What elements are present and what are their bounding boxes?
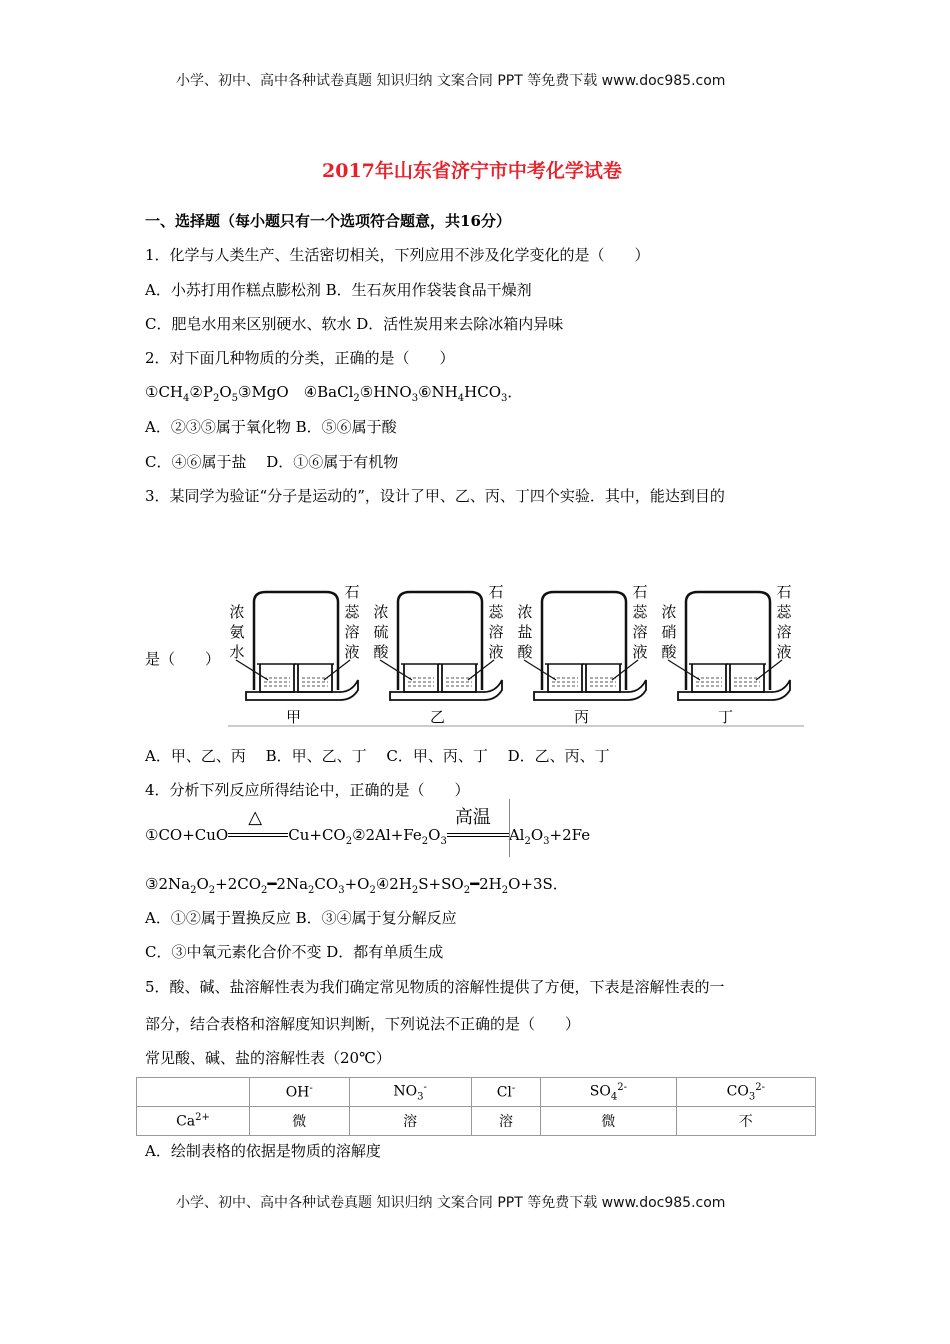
table-cell: 溶 xyxy=(471,1107,540,1136)
solubility-table xyxy=(136,1077,816,1136)
q1-stem: 1．化学与人类生产、生活密切相关，下列应用不涉及化学变化的是（ ） xyxy=(145,246,650,264)
setup-caption: 甲 xyxy=(286,708,302,726)
anion-cl: Cl- xyxy=(471,1078,540,1107)
table-cell: 微 xyxy=(250,1107,350,1136)
page-header: 小学、初中、高中各种试卷真题 知识归纳 文案合同 PPT 等免费下载 www.doc985.com xyxy=(176,73,726,89)
q3-options: A．甲、乙、丙 B．甲、乙、丁 C．甲、丙、丁 D．乙、丙、丁 xyxy=(145,747,610,765)
q5-stem-line2: 部分，结合表格和溶解度知识判断，下列说法不正确的是（ ） xyxy=(145,1015,581,1033)
table-cell: 溶 xyxy=(349,1107,471,1136)
reagent-label-right: 石 蕊 溶 液 xyxy=(344,583,360,661)
experiment-setup xyxy=(668,592,790,700)
table-header-row xyxy=(137,1078,816,1107)
q4-equation-3-4: $③2Na_2O_2+2CO_2━2Na_2CO_3+O_2④2H_2S+SO_2━2H_2O+3S$． xyxy=(145,875,568,896)
experiment-setup xyxy=(524,592,646,700)
experiment-setup xyxy=(380,592,502,700)
setup-caption: 乙 xyxy=(430,708,446,726)
experiment-setup xyxy=(236,592,358,700)
anion-no3: $NO_3^-$ xyxy=(349,1078,471,1107)
heat-condition: △ xyxy=(248,807,263,828)
glass-plate xyxy=(390,680,502,700)
glass-plate xyxy=(678,680,790,700)
q4-options-ab: A．①②属于置换反应 B．③④属于复分解反应 xyxy=(145,909,457,927)
pointer-line xyxy=(668,660,700,680)
q5-stem-line1: 5．酸、碱、盐溶解性表为我们确定常见物质的溶解性提供了方便，下表是溶解性表的一 xyxy=(145,978,725,996)
anion-so4: $SO_4^{2-}$ xyxy=(541,1078,676,1107)
q3-experiment-figure xyxy=(228,580,804,730)
anion-oh: OH- xyxy=(250,1078,350,1107)
q1-options-cd: C．肥皂水用来区别硬水、软水 D．活性炭用来去除冰箱内异味 xyxy=(145,315,564,333)
q2-options-ab: A．②③⑤属于氧化物 B．⑤⑥属于酸 xyxy=(145,418,397,436)
anion-co3: $CO_3^{2-}$ xyxy=(676,1078,815,1107)
high-temp-condition: 高温 xyxy=(454,807,491,828)
table-cell: 不 xyxy=(676,1107,815,1136)
cation-ca: $Ca^{2+}$ xyxy=(137,1107,250,1136)
pointer-line xyxy=(236,660,268,680)
q3-stem: 3．某同学为验证“分子是运动的”，设计了甲、乙、丙、丁四个实验．其中，能达到目的 xyxy=(145,487,725,505)
page-title: 2017年山东省济宁市中考化学试卷 xyxy=(322,160,622,182)
q4-stem: 4．分析下列反应所得结论中，正确的是（ ） xyxy=(145,781,470,799)
table-cell: 微 xyxy=(541,1107,676,1136)
bell-jar xyxy=(542,592,626,690)
bell-jar xyxy=(686,592,770,690)
q3-stem-tail: 是（ ） xyxy=(145,650,221,668)
table-corner-cell xyxy=(137,1078,250,1107)
q2-stem: 2．对下面几种物质的分类，正确的是（ ） xyxy=(145,349,455,367)
q4-equation-1-2: ①CO+CuO △ $Cu+CO_2②2Al+Fe_2O_3$ 高温 $Al_2O_3+2Fe$ xyxy=(145,826,590,847)
reagent-label-left: 浓 氨 水 xyxy=(229,603,245,661)
q2-substances: $①CH_4②P_2O_5③MgO$ $④BaCl_2⑤HNO_3⑥NH_4HCO_3$． xyxy=(145,383,523,404)
table-row xyxy=(137,1107,816,1136)
reagent-label-right: 石 蕊 溶 液 xyxy=(632,583,648,661)
setup-caption: 丁 xyxy=(718,708,734,726)
pointer-line xyxy=(380,660,412,680)
bell-jar xyxy=(254,592,338,690)
q1-options-ab: A．小苏打用作糕点膨松剂 B．生石灰用作袋装食品干燥剂 xyxy=(145,281,532,299)
q5-option-a: A．绘制表格的依据是物质的溶解度 xyxy=(145,1142,381,1160)
q5-table-title: 常见酸、碱、盐的溶解性表（20℃） xyxy=(145,1049,391,1067)
q2-options-cd: C．④⑥属于盐 D．①⑥属于有机物 xyxy=(145,453,399,471)
setup-caption: 丙 xyxy=(574,708,590,726)
reagent-label-left: 浓 硫 酸 xyxy=(373,603,389,661)
pointer-line xyxy=(524,660,556,680)
reagent-label-right: 石 蕊 溶 液 xyxy=(488,583,504,661)
glass-plate xyxy=(246,680,358,700)
bell-jar xyxy=(398,592,482,690)
reagent-label-left: 浓 盐 酸 xyxy=(517,603,533,661)
page-footer: 小学、初中、高中各种试卷真题 知识归纳 文案合同 PPT 等免费下载 www.doc985.com xyxy=(176,1195,726,1211)
section-heading: 一、选择题（每小题只有一个选项符合题意，共16分） xyxy=(145,212,511,230)
reagent-label-right: 石 蕊 溶 液 xyxy=(776,583,792,661)
reagent-label-left: 浓 硝 酸 xyxy=(661,603,677,661)
glass-plate xyxy=(534,680,646,700)
q4-options-cd: C．③中氧元素化合价不变 D．都有单质生成 xyxy=(145,943,444,961)
